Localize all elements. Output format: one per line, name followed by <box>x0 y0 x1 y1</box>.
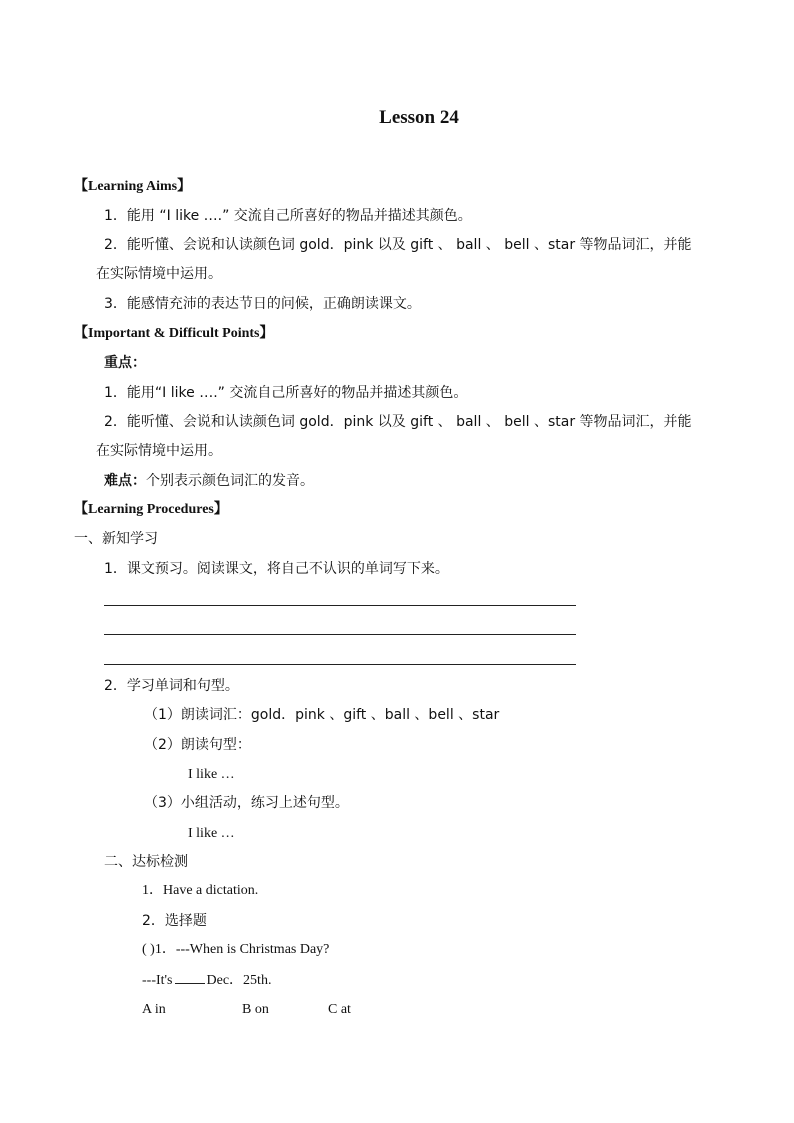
aims-item-3: 3．能感情充沛的表达节日的问候，正确朗读课文。 <box>104 296 421 312</box>
difficult-points-text: 个别表示颜色词汇的发音。 <box>146 473 314 489</box>
key-points-label: 重点： <box>104 355 146 371</box>
sub-group-activity: （3）小组活动，练习上述句型。 <box>144 795 349 811</box>
points-header: 【Important & Difficult Points】 <box>74 326 274 341</box>
answer-prefix: ---It's <box>142 973 173 988</box>
option-b: B on <box>242 1002 269 1017</box>
section-new-knowledge: 一、新知学习 <box>74 531 158 547</box>
points-item-2-line-1: 2．能听懂、会说和认读颜色词 gold．pink 以及 gift 、 ball 、 bell 、star 等物品词汇，并能 <box>104 414 692 430</box>
writing-line-2 <box>104 634 576 635</box>
procedures-header: 【Learning Procedures】 <box>74 502 228 517</box>
aims-item-1: 1．能用 “I like ….” 交流自己所喜好的物品并描述其颜色。 <box>104 208 472 224</box>
points-item-1: 1．能用“I like ….” 交流自己所喜好的物品并描述其颜色。 <box>104 385 468 401</box>
sentence-pattern-1: I like … <box>188 767 235 782</box>
step-learn-words: 2．学习单词和句型。 <box>104 678 239 694</box>
writing-line-1 <box>104 605 576 606</box>
question-1-answer <box>142 971 271 990</box>
sub-read-words: （1）朗读词汇：gold．pink 、gift 、ball 、bell 、star <box>144 707 500 723</box>
answer-blank <box>175 971 205 984</box>
aims-item-2-line-2: 在实际情境中运用。 <box>96 266 222 282</box>
learning-aims-header: 【Learning Aims】 <box>74 179 192 194</box>
sentence-pattern-2: I like … <box>188 826 235 841</box>
check-multiple-choice: 2．选择题 <box>142 913 207 929</box>
page-title: Lesson 24 <box>379 107 459 128</box>
points-item-2-line-2: 在实际情境中运用。 <box>96 443 222 459</box>
check-dictation: 1．Have a dictation. <box>142 883 259 898</box>
writing-line-3 <box>104 664 576 665</box>
difficult-points-label: 难点： <box>104 473 146 489</box>
option-c: C at <box>328 1002 351 1017</box>
difficult-points <box>104 472 314 490</box>
question-1: ( )1．---When is Christmas Day? <box>142 942 330 957</box>
step-preview: 1．课文预习。阅读课文，将自己不认识的单词写下来。 <box>104 561 449 577</box>
aims-item-2-line-1: 2．能听懂、会说和认读颜色词 gold．pink 以及 gift 、 ball 、 bell 、star 等物品词汇，并能 <box>104 237 692 253</box>
section-assessment: 二、达标检测 <box>104 854 188 870</box>
option-a: A in <box>142 1002 166 1017</box>
sub-read-sentences: （2）朗读句型： <box>144 737 251 753</box>
answer-suffix: Dec．25th. <box>206 973 272 988</box>
